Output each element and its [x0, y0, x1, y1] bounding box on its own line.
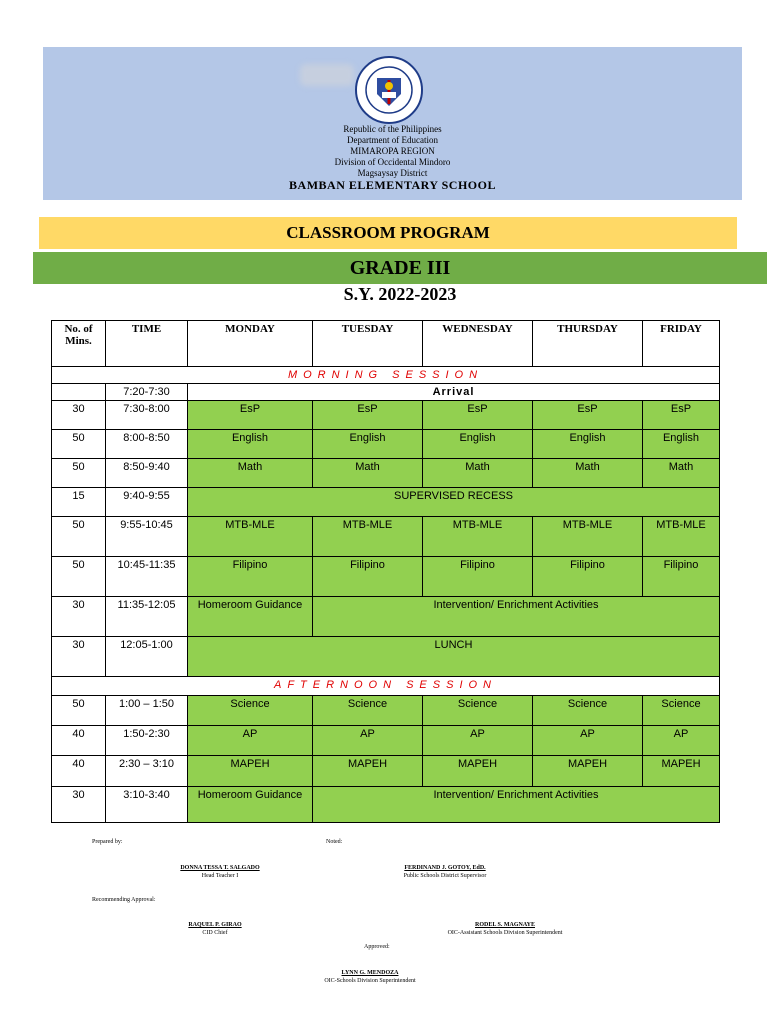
table-row: [52, 557, 720, 597]
mins-cell: 50: [52, 459, 106, 488]
program-title-bar: [39, 217, 737, 249]
table-row: [52, 726, 720, 756]
subject-cell: English: [313, 430, 423, 459]
subject-cell: MAPEH: [188, 756, 313, 787]
mins-cell: 30: [52, 787, 106, 823]
time-cell: 1:50-2:30: [106, 726, 188, 756]
mins-cell: 30: [52, 401, 106, 430]
mins-cell: 30: [52, 637, 106, 677]
subject-cell: Science: [313, 696, 423, 726]
time-cell: 7:20-7:30: [106, 384, 188, 401]
header-thursday: THURSDAY: [533, 321, 643, 367]
table-row: [52, 401, 720, 430]
time-cell: 9:55-10:45: [106, 517, 188, 557]
mins-cell: [52, 384, 106, 401]
table-row: [52, 488, 720, 517]
header-line-2: Department of Education: [347, 135, 438, 145]
lunch-cell: LUNCH: [188, 637, 720, 677]
morning-session-row: [52, 367, 720, 384]
mins-cell: 50: [52, 557, 106, 597]
morning-session-label: MORNING SESSION: [52, 367, 720, 384]
recommending-label: Recommending Approval:: [92, 897, 156, 903]
subject-cell: MTB-MLE: [643, 517, 720, 557]
rec2-signatory: [405, 921, 605, 937]
mins-cell: 50: [52, 517, 106, 557]
subject-cell: AP: [643, 726, 720, 756]
table-row: [52, 756, 720, 787]
time-cell: 8:00-8:50: [106, 430, 188, 459]
time-cell: 10:45-11:35: [106, 557, 188, 597]
subject-cell: MAPEH: [533, 756, 643, 787]
mins-cell: 40: [52, 756, 106, 787]
subject-cell: English: [423, 430, 533, 459]
subject-cell: MAPEH: [423, 756, 533, 787]
subject-cell: EsP: [643, 401, 720, 430]
approved-signatory: [300, 969, 440, 985]
noted-signatory: [360, 864, 530, 880]
time-cell: 3:10-3:40: [106, 787, 188, 823]
header-line-3: MIMAROPA REGION: [350, 146, 435, 156]
approved-name: LYNN G. MENDOZA: [341, 970, 399, 976]
rec2-title: OIC-Assistant Schools Division Superintendent: [447, 930, 563, 936]
subject-cell: Math: [188, 459, 313, 488]
schedule-table: [51, 320, 720, 823]
subject-cell: Filipino: [643, 557, 720, 597]
blurred-logo: [300, 64, 354, 86]
mins-cell: 50: [52, 430, 106, 459]
header-line-5: Magsaysay District: [357, 168, 428, 178]
intervention-cell: Intervention/ Enrichment Activities: [313, 787, 720, 823]
header-wednesday: WEDNESDAY: [423, 321, 533, 367]
deped-seal-icon: [355, 56, 423, 124]
subject-cell: AP: [188, 726, 313, 756]
subject-cell: Filipino: [423, 557, 533, 597]
afternoon-session-label: AFTERNOON SESSION: [52, 677, 720, 696]
table-row: [52, 430, 720, 459]
rec1-title: CID Chief: [202, 930, 228, 936]
header-monday: MONDAY: [188, 321, 313, 367]
intervention-cell: Intervention/ Enrichment Activities: [313, 597, 720, 637]
subject-cell: MTB-MLE: [313, 517, 423, 557]
prepared-name: DONNA TESSA T. SALGADO: [180, 865, 260, 871]
header-line-4: Division of Occidental Mindoro: [334, 157, 451, 167]
subject-cell: EsP: [533, 401, 643, 430]
time-cell: 1:00 – 1:50: [106, 696, 188, 726]
header-tuesday: TUESDAY: [313, 321, 423, 367]
subject-cell: Math: [423, 459, 533, 488]
arrival-cell: Arrival: [188, 384, 720, 401]
table-row: [52, 384, 720, 401]
time-cell: 12:05-1:00: [106, 637, 188, 677]
noted-name: FERDINAND J. GOTOY, EdD.: [404, 865, 486, 871]
approved-title: OIC-Schools Division Superintendent: [324, 978, 416, 984]
homeroom-cell: Homeroom Guidance: [188, 597, 313, 637]
table-row: [52, 637, 720, 677]
subject-cell: AP: [533, 726, 643, 756]
subject-cell: Filipino: [313, 557, 423, 597]
subject-cell: Filipino: [188, 557, 313, 597]
noted-title: Public Schools District Supervisor: [403, 873, 487, 879]
subject-cell: MTB-MLE: [533, 517, 643, 557]
grade-title: GRADE III: [349, 257, 451, 279]
header-friday: FRIDAY: [643, 321, 720, 367]
subject-cell: MAPEH: [313, 756, 423, 787]
subject-cell: EsP: [423, 401, 533, 430]
time-cell: 8:50-9:40: [106, 459, 188, 488]
mins-cell: 40: [52, 726, 106, 756]
subject-cell: Math: [533, 459, 643, 488]
approved-label: Approved:: [364, 944, 390, 950]
table-row: [52, 517, 720, 557]
subject-cell: English: [533, 430, 643, 459]
school-year: S.Y. 2022-2023: [343, 284, 457, 304]
subject-cell: Science: [533, 696, 643, 726]
afternoon-session-row: [52, 677, 720, 696]
time-cell: 2:30 – 3:10: [106, 756, 188, 787]
recess-cell: SUPERVISED RECESS: [188, 488, 720, 517]
prepared-by-label: Prepared by:: [92, 839, 123, 845]
mins-cell: 30: [52, 597, 106, 637]
time-cell: 7:30-8:00: [106, 401, 188, 430]
subject-cell: Science: [643, 696, 720, 726]
mins-cell: 50: [52, 696, 106, 726]
mins-cell: 15: [52, 488, 106, 517]
rec1-signatory: [160, 921, 270, 937]
subject-cell: EsP: [188, 401, 313, 430]
header-time: TIME: [106, 321, 188, 367]
subject-cell: English: [643, 430, 720, 459]
header-line-1: Republic of the Philippines: [343, 124, 442, 134]
rec1-name: RAQUEL P. GIRAO: [188, 922, 242, 928]
table-row: [52, 787, 720, 823]
prepared-title: Head Teacher I: [201, 873, 239, 879]
school-name: BAMBAN ELEMENTARY SCHOOL: [289, 178, 496, 192]
subject-cell: English: [188, 430, 313, 459]
subject-cell: Filipino: [533, 557, 643, 597]
subject-cell: MTB-MLE: [188, 517, 313, 557]
subject-cell: MTB-MLE: [423, 517, 533, 557]
subject-cell: Science: [188, 696, 313, 726]
table-row: [52, 597, 720, 637]
subject-cell: Math: [643, 459, 720, 488]
header-mins: No. of Mins.: [52, 321, 106, 367]
table-row: [52, 696, 720, 726]
subject-cell: AP: [423, 726, 533, 756]
subject-cell: EsP: [313, 401, 423, 430]
homeroom-cell: Homeroom Guidance: [188, 787, 313, 823]
table-header-row: [52, 321, 720, 367]
subject-cell: MAPEH: [643, 756, 720, 787]
subject-cell: AP: [313, 726, 423, 756]
grade-bar: [33, 252, 767, 284]
subject-cell: Science: [423, 696, 533, 726]
time-cell: 11:35-12:05: [106, 597, 188, 637]
rec2-name: RODEL S. MAGNAYE: [475, 922, 535, 928]
subject-cell: Math: [313, 459, 423, 488]
prepared-signatory: [150, 864, 290, 880]
table-row: [52, 459, 720, 488]
program-title: CLASSROOM PROGRAM: [286, 223, 490, 242]
time-cell: 9:40-9:55: [106, 488, 188, 517]
noted-label: Noted:: [326, 839, 343, 845]
